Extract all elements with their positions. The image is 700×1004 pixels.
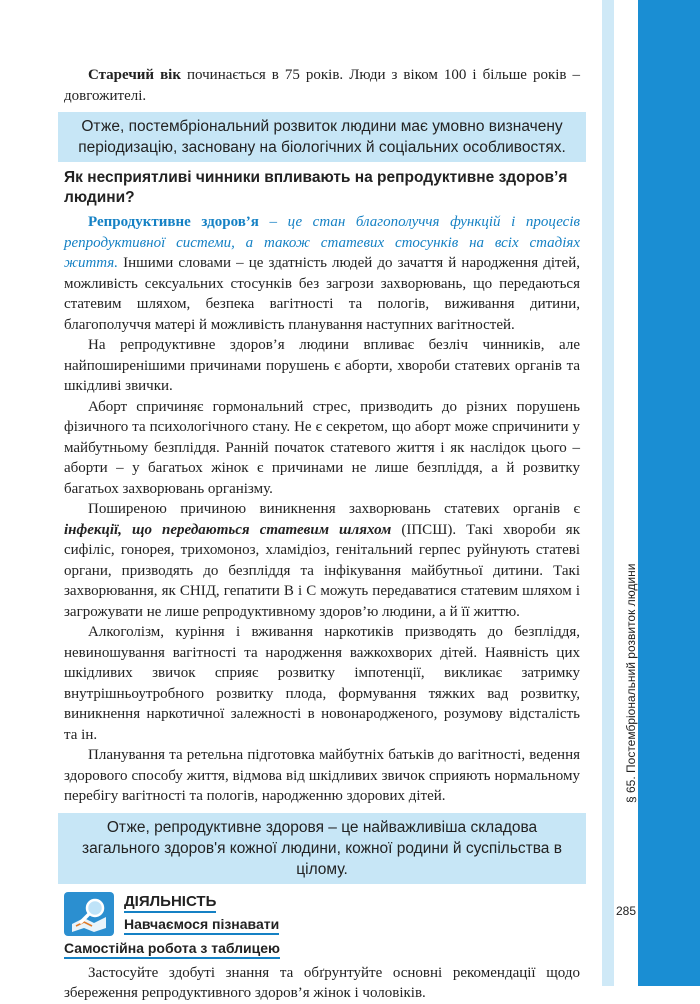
task-heading: Самостійна робота з таблицею [64,940,280,959]
old-age-text: починається в 75 років. Люди з віком 100 і більше років – довгожителі. [64,67,580,104]
activity-title: ДІЯЛЬНІСТЬ [124,893,216,913]
paragraph-abortion: Аборт спричиняє гормональний стрес, призводить до різних порушень фізичного та психологічного стану. Не є секретом, що аборт може спричинити у майбутньому безпліддя. Ранній початок статевого життя і як наслідок цього – аборти – у багатьох жінок є причинами не лише безпліддя, а й розвитку багатьох захворювань організму. [64,398,580,497]
reproductive-health-definition: – це стан благополуччя функцій і процесів репродуктивної системи, а також статевих стосунків на всіх стадіях життя. [64,214,581,271]
paragraph-definition [64,212,580,335]
infections-text: (ІПСШ). Такі хвороби як сифіліс, гонорея, трихомоноз, хламідіоз, генітальний герпес руйнують статеві органи, призводять до безпліддя та інфікування майбутньої дитини. Такі захворювання, як СНІД, гепатити В і С можуть передаватися статевим шляхом і загрожувати не лише репродуктивному здоров’ю людини, а й її життю. [64,521,580,620]
magnifier-map-icon [64,892,114,936]
summary-box-periodization: Отже, постембріональний розвиток людини має умовно визначену періодизацію, засновану на біологічних й соціальних особливостях. [58,112,586,162]
paragraph-old-age [64,65,580,106]
reproductive-health-term: Репродуктивне здоров’я [88,214,259,230]
sidebar-dark-band [638,0,700,986]
paragraph-infections [64,499,580,622]
section-question: Як несприятливі чинники впливають на репродуктивне здоров’я людини? [64,169,568,206]
task-text: Застосуйте здобуті знання та обґрунтуйте основні рекомендації щодо збереження репродуктивного здоров’я жінок і чоловіків. [64,964,580,1001]
paragraph-factors: На репродуктивне здоров’я людини впливає безліч чинників, але найпоширенішими причинами порушень є аборти, хвороби статевих органів та шкідливі звички. [64,337,580,394]
sidebar-light-band [602,0,614,986]
definition-explanation: Іншими словами – це здатність людей до зачаття й народження дітей, можливість сексуальних стосунків без загрози захворювань, що передаються статевим шляхом, безпека вагітності та пологів, виживання дитини, благополуччя матері й можливість планування наступних вагітностей. [64,255,580,333]
section-label: § 65. Постембріональний розвиток людини [624,563,638,803]
activity-subtitle: Навчаємося пізнавати [124,916,279,935]
sti-term: інфекції, що передаються статевим шляхом [64,521,392,538]
activity-header [64,892,580,938]
old-age-term: Старечий вік [88,67,181,83]
paragraph-habits: Алкоголізм, куріння і вживання наркотиків призводять до безпліддя, невиношування вагітності та народження важкохворих дітей. Наявність цих шкідливих звичок сприяє розвитку імпотенції, викликає затримку внутрішньоутробного розвитку плода, формування тяжких вад розвитку, виникнення наркотичної залежності в новонародженого, розумову відсталість та ін. [64,624,580,743]
summary-box-reproductive-health: Отже, репродуктивне здоровя – це найважливіша складова загального здоров'я кожної людини, кожної родини й суспільства в цілому. [58,813,586,884]
page-content [64,65,580,1004]
page-number: 285 [616,904,637,918]
paragraph-planning: Планування та ретельна підготовка майбутніх батьків до вагітності, ведення здорового способу життя, відмова від шкідливих звичок сприяють нормальному перебігу вагітності та пологів, народженню здорових дітей. [64,747,580,804]
page-sidebar [602,0,700,986]
sidebar-label-band [614,0,637,986]
infections-intro: Поширеною причиною виникнення захворювань статевих органів є [88,501,580,517]
